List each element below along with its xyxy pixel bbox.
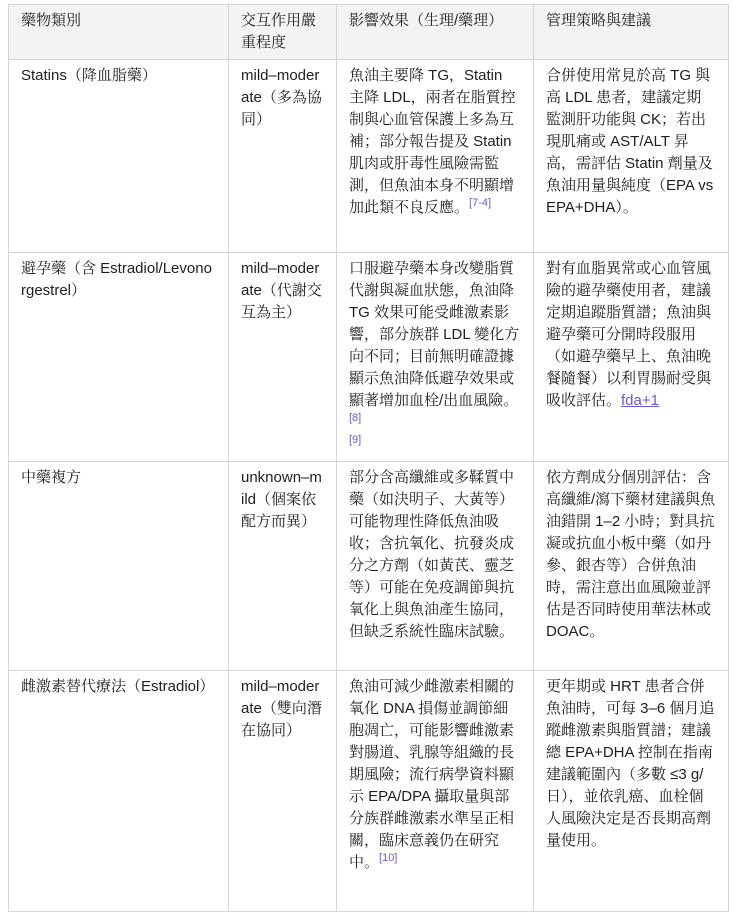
header-effect: 影響效果（生理/藥理） (337, 5, 534, 60)
effect-text: 部分含高纖維或多鞣質中藥（如決明子、大黃等）可能物理性降低魚油吸收；含抗氧化、抗發炎成分之方劑（如黃芪、靈芝等）可能在免疫調節與抗氧化上與魚油產生協同，但缺乏系統性臨床試驗。 (349, 469, 515, 640)
header-severity: 交互作用嚴重程度 (229, 5, 337, 60)
cell-category: Statins（降血脂藥） (9, 60, 229, 253)
cell-category: 避孕藥（含 Estradiol/Levonorgestrel） (9, 253, 229, 462)
citation-link[interactable]: [9] (349, 434, 362, 446)
cell-strategy (534, 60, 729, 253)
table-row (9, 462, 729, 671)
strategy-text: 合併使用常見於高 TG 與高 LDL 患者，建議定期監測肝功能與 CK；若出現肌痛或 AST/ALT 昇高，需評估 Statin 劑量及魚油用量與純度（EPA vs EPA+DHA）。 (546, 67, 714, 216)
cell-effect (337, 60, 534, 253)
source-link[interactable]: fda+1 (621, 392, 659, 409)
effect-text: 口服避孕藥本身改變脂質代謝與凝血狀態，魚油降 TG 效果可能受雌激素影響，部分族群 LDL 變化方向不同；目前無明確證據顯示魚油降低避孕效果或顯著增加血栓/出血風險。 (349, 260, 520, 409)
cell-category: 中藥複方 (9, 462, 229, 671)
citation-link[interactable]: [8] (349, 412, 362, 424)
header-strategy: 管理策略與建議 (534, 5, 729, 60)
cell-strategy (534, 671, 729, 912)
effect-text: 魚油可減少雌激素相關的氧化 DNA 損傷並調節細胞凋亡，可能影響雌激素對腸道、乳腺等組織的長期風險；流行病學資料顯示 EPA/DPA 攝取量與部分族群雌激素水準呈正相關，臨床意義仍在研究中。 (349, 678, 515, 871)
table-row (9, 60, 729, 253)
strategy-text: 對有血脂異常或心血管風險的避孕藥使用者，建議定期追蹤脂質譜；魚油與避孕藥可分開時段服用（如避孕藥早上、魚油晚餐隨餐）以利胃腸耐受與吸收評估。 (546, 260, 712, 409)
cell-effect (337, 253, 534, 462)
citation-link[interactable]: [7-4] (469, 197, 492, 209)
effect-text: 魚油主要降 TG，Statin 主降 LDL，兩者在脂質控制與心血管保護上多為互補；部分報告提及 Statin 肌肉或肝毒性風險需監測，但魚油本身不明顯增加此類不良反應。 (349, 67, 516, 216)
cell-effect (337, 462, 534, 671)
cell-severity: mild–moderate（代謝交互為主） (229, 253, 337, 462)
strategy-text: 更年期或 HRT 患者合併魚油時，可每 3–6 個月追蹤雌激素與脂質譜；建議總 EPA+DHA 控制在指南建議範圍內（多數 ≤3 g/日），並依乳癌、血栓個人風險決定是否長期高劑量使用。 (546, 678, 715, 849)
cell-category: 雌激素替代療法（Estradiol） (9, 671, 229, 912)
citation-link[interactable]: [10] (379, 852, 398, 864)
cell-effect (337, 671, 534, 912)
cell-strategy (534, 253, 729, 462)
table-header-row (9, 5, 729, 60)
cell-severity: mild–moderate（雙向潛在協同） (229, 671, 337, 912)
cell-strategy (534, 462, 729, 671)
strategy-text: 依方劑成分個別評估：含高纖維/瀉下藥材建議與魚油錯開 1–2 小時；對具抗凝或抗血小板中藥（如丹參、銀杏等）合併魚油時，需注意出血風險並評估是否同時使用華法林或 DOAC。 (546, 469, 716, 640)
cell-severity: mild–moderate（多為協同） (229, 60, 337, 253)
interaction-table (8, 4, 729, 912)
table-row (9, 253, 729, 462)
header-drug-category: 藥物類別 (9, 5, 229, 60)
cell-severity: unknown–mild（個案依配方而異） (229, 462, 337, 671)
table-row (9, 671, 729, 912)
